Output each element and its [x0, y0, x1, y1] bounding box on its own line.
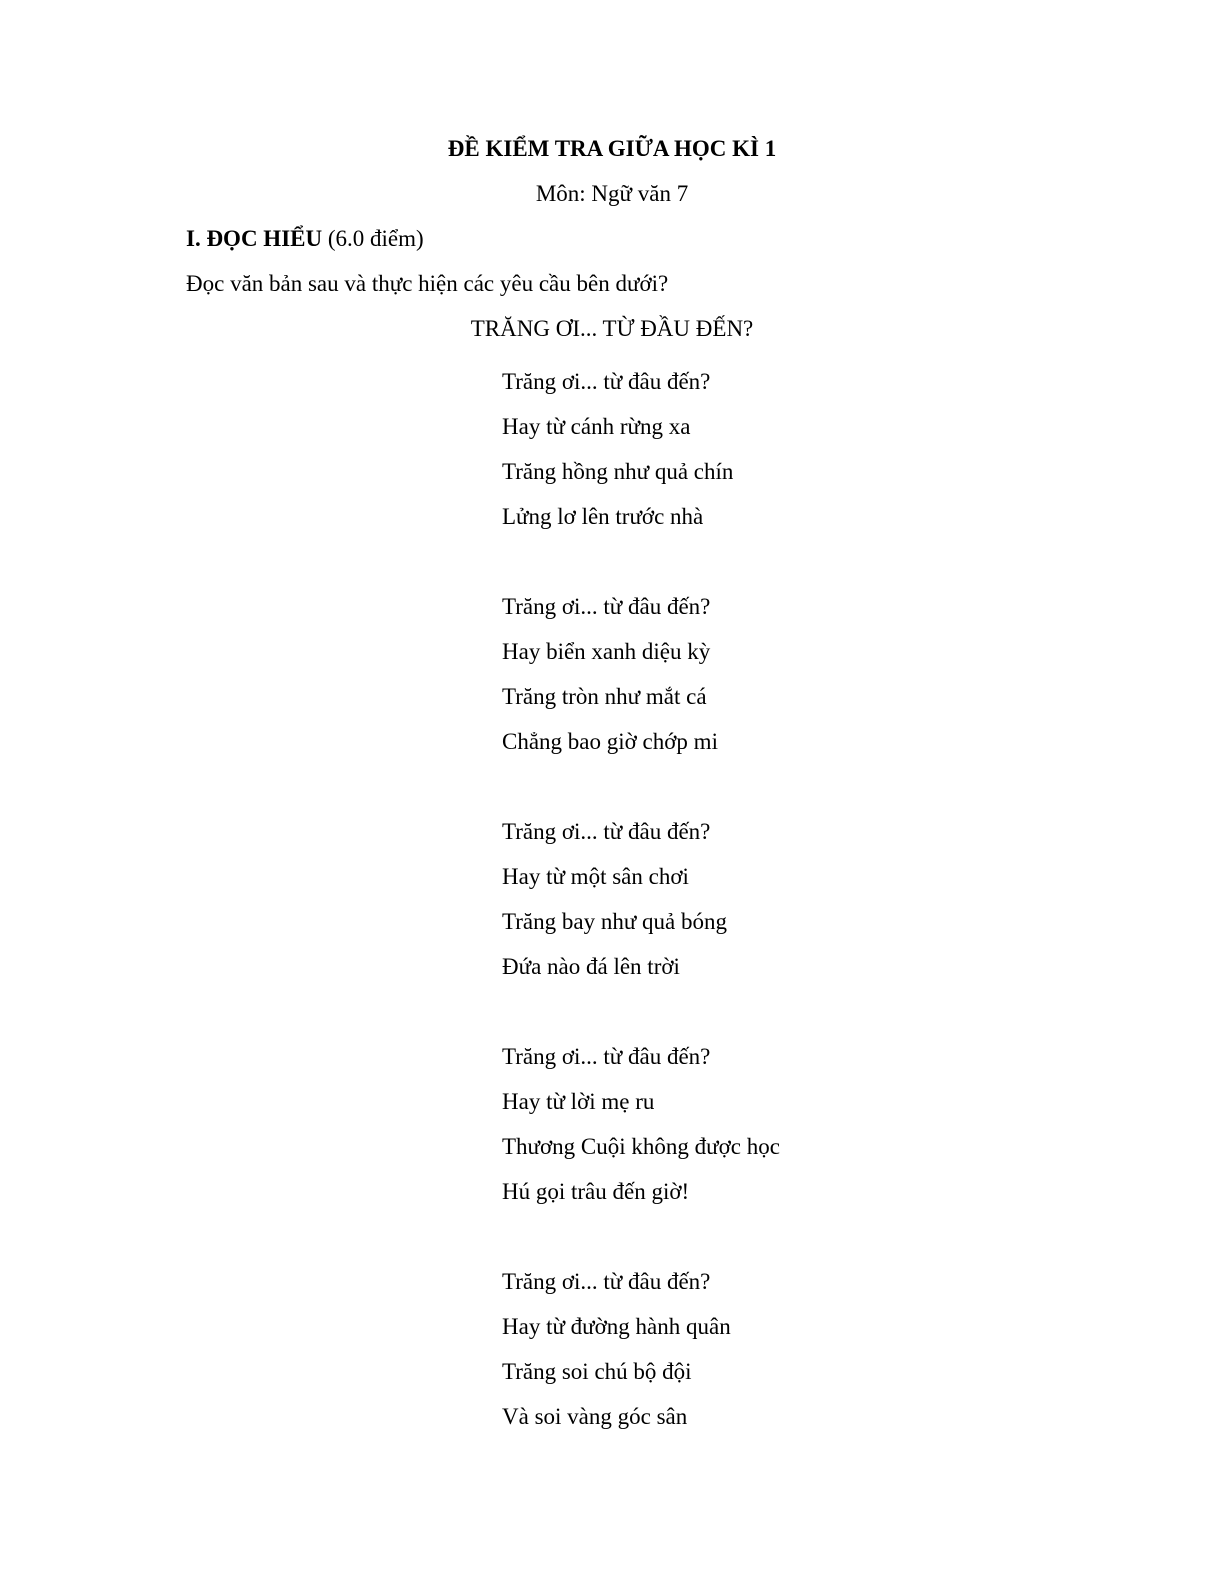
poem-stanza — [502, 1259, 1002, 1439]
poem-line: Đứa nào đá lên trời — [502, 954, 680, 979]
section-heading — [186, 224, 424, 254]
poem-line: Hay từ lời mẹ ru — [502, 1089, 655, 1114]
poem-line: Trăng ơi... từ đâu đến? — [502, 1269, 711, 1294]
poem-line: Trăng ơi... từ đâu đến? — [502, 819, 711, 844]
poem-stanza — [502, 1034, 1002, 1214]
poem-stanza — [502, 809, 1002, 989]
poem-line: Trăng tròn như mắt cá — [502, 684, 707, 709]
poem-line: Và soi vàng góc sân — [502, 1404, 688, 1429]
poem-line: Trăng hồng như quả chín — [502, 459, 734, 484]
poem-line: Hay biển xanh diệu kỳ — [502, 639, 711, 664]
section-heading-label: I. ĐỌC HIỂU — [186, 226, 323, 251]
poem-line: Chẳng bao giờ chớp mi — [502, 729, 718, 754]
poem-title: TRĂNG ƠI... TỪ ĐẦU ĐẾN? — [470, 316, 754, 341]
poem-line: Trăng ơi... từ đâu đến? — [502, 369, 711, 394]
section-points: (6.0 điểm) — [327, 226, 424, 251]
poem-body — [502, 359, 1002, 1484]
poem-line: Hay từ cánh rừng xa — [502, 414, 691, 439]
exam-title: ĐỀ KIỂM TRA GIỮA HỌC KÌ 1 — [447, 136, 777, 161]
poem-stanza — [502, 359, 1002, 539]
subject-label: Môn: Ngữ văn 7 — [535, 181, 689, 206]
poem-line: Trăng bay như quả bóng — [502, 909, 727, 934]
poem-line: Hay từ đường hành quân — [502, 1314, 731, 1339]
poem-line: Trăng ơi... từ đâu đến? — [502, 594, 711, 619]
reading-instruction: Đọc văn bản sau và thực hiện các yêu cầu bên dưới? — [186, 271, 669, 296]
poem-line: Thương Cuội không được học — [502, 1134, 780, 1159]
poem-line: Lửng lơ lên trước nhà — [502, 504, 704, 529]
poem-line: Trăng soi chú bộ đội — [502, 1359, 692, 1384]
poem-stanza — [502, 584, 1002, 764]
poem-line: Trăng ơi... từ đâu đến? — [502, 1044, 711, 1069]
poem-line: Hay từ một sân chơi — [502, 864, 689, 889]
poem-line: Hú gọi trâu đến giờ! — [502, 1179, 690, 1204]
